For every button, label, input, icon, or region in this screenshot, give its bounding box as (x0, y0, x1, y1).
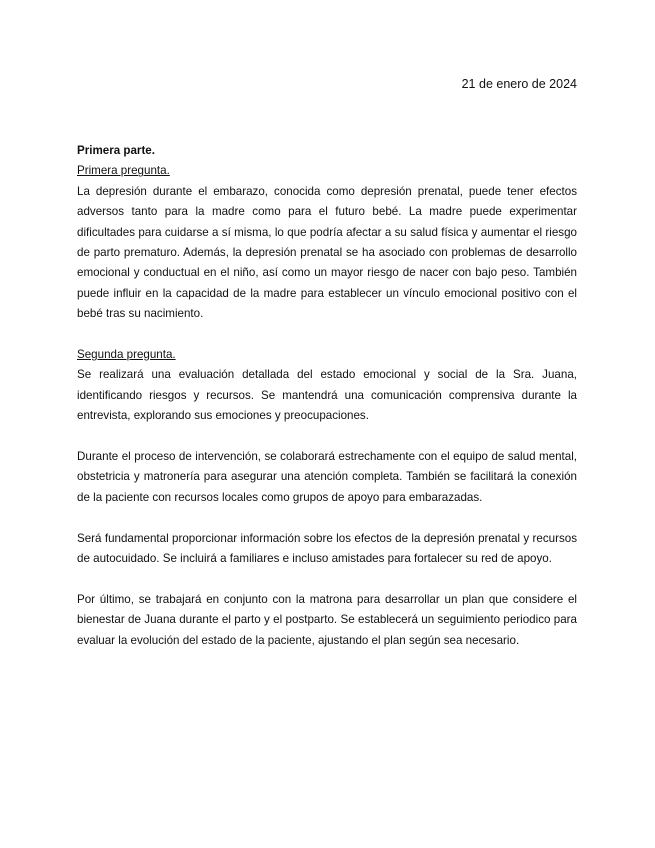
question-1-paragraph: La depresión durante el embarazo, conocida como depresión prenatal, puede tener efectos adversos tanto para la madre como para el futuro bebé. La madre puede experimentar dificultades para cuidarse a sí misma, lo que podría afectar a su salud física y aumentar el riesgo de parto prematuro. Además, la depresión prenatal se ha asociado con problemas de desarrollo emocional y conductual en el niño, así como un mayor riesgo de nacer con bajo peso. También puede influir en la capacidad de la madre para establecer un vínculo emocional positivo con el bebé tras su nacimiento. (77, 184, 577, 321)
section-title: Primera parte. (77, 144, 155, 157)
paragraph-spacer (77, 325, 577, 345)
question-2-paragraph-1: Se realizará una evaluación detallada del estado emocional y social de la Sra. Juana, identificando riesgos y recursos. Se mantendrá una comunicación comprensiva durante la entrevista, explorando sus emociones y preocupaciones. (77, 368, 577, 423)
question-2-paragraph-2: Durante el proceso de intervención, se colaborará estrechamente con el equipo de salud mental, obstetricia y matronería para asegurar una atención completa. También se facilitará la conexión de la paciente con recursos locales como grupos de apoyo para embarazadas. (77, 450, 577, 504)
question-2-paragraph-4: Por último, se trabajará en conjunto con la matrona para desarrollar un plan que considere el bienestar de Juana durante el parto y el postparto. Se establecerá un seguimiento periodico para evaluar la evolución del estado de la paciente, ajustando el plan según sea necesario. (77, 592, 577, 647)
paragraph-spacer (77, 569, 577, 589)
question-1-title: Primera pregunta. (77, 164, 170, 178)
question-2-title: Segunda pregunta. (77, 348, 176, 362)
document-body (77, 141, 577, 651)
question-2-paragraph-3: Será fundamental proporcionar información sobre los efectos de la depresión prenatal y recursos de autocuidado. Se incluirá a familiares e incluso amistades para fortalecer su red de apoyo. (77, 531, 577, 566)
document-date: 21 de enero de 2024 (461, 77, 577, 91)
paragraph-spacer (77, 427, 577, 447)
paragraph-spacer (77, 508, 577, 528)
